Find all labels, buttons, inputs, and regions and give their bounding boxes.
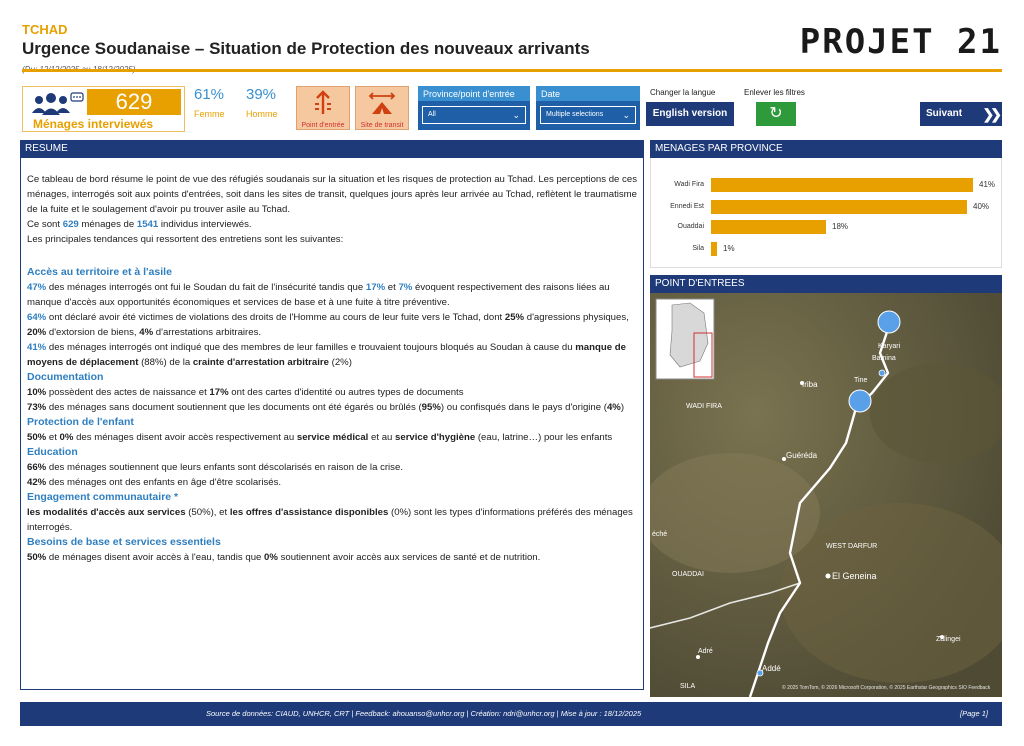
chevron-down-icon: ⌄ [622,110,630,120]
province-label: Sila [692,245,704,252]
footer [20,702,1002,726]
section-title-education: Education [27,446,78,458]
value: les modalités d'accès aux services [27,507,186,518]
chevron-down-icon: ⌄ [512,110,520,120]
town-marker [696,655,700,659]
map-label-iriba: Iriba [802,380,818,389]
province-row[interactable] [651,178,1003,192]
date-filter-label: Date [536,86,640,101]
map-label-tine: Tine [854,377,868,384]
entry-point-marker[interactable] [849,390,871,412]
province-label: Ennedi Est [670,203,704,210]
value: 17% [209,387,229,398]
value: service médical [296,432,369,443]
value: 95% [421,402,441,413]
text: (88%) de la [138,357,193,368]
households-card [22,86,185,132]
entry-point-label: Point d'entrée [301,122,345,129]
text: possèdent des actes de naissance et [46,387,210,398]
province-row[interactable] [651,200,1003,214]
brand-logo: PROJET 21 [799,22,1002,62]
households-count: 629 [87,89,181,115]
value: 50% [27,552,47,563]
value: 20% [27,327,47,338]
text: d'arrestations arbitraires. [153,327,262,338]
value: 4% [606,402,621,413]
value: 41% [27,342,47,353]
next-label: Suivant [926,108,963,119]
male-share [246,86,296,132]
value: service d'hygiène [395,432,476,443]
reset-caption: Enlever les filtres [744,88,805,97]
footer-credits: Source de données: CIAUD, UNHCR, CRT | Feedback: ahouanso@unhcr.org | Création: ndri@unhcr.org | Mise à jour : 18/12/2025 [206,709,642,718]
community-line-1 [27,505,637,535]
entry-point-button[interactable] [296,86,350,130]
map-label-adde: Addé [762,664,781,673]
value: 64% [27,312,47,323]
text: des ménages sans document soutiennent que les documents ont été égarés ou brûlés ( [46,402,422,413]
country-label: TCHAD [22,22,68,37]
access-line-2 [27,310,637,340]
border-crossing-icon [310,90,336,116]
text: des ménages interrogés ont fui le Soudan du fait de l'insécurité tandis que [46,282,366,293]
text: et au [368,432,396,443]
text: des ménages interrogés ont indiqué que des membres de leur familles e trouvaient toujours bloqués au Soudan à cause du [46,342,576,353]
double-chevron-right-icon: ❯❯ [982,106,998,122]
text: des ménages ont des enfants en âge d'être scolarisés. [46,477,282,488]
town-marker [826,574,831,579]
english-version-button[interactable]: English version [646,102,734,126]
individuals-value: 1541 [136,219,159,230]
province-bar[interactable] [711,242,717,256]
intro-text: ménages de [78,219,137,230]
province-bar-chart [650,158,1002,268]
documentation-line-1 [27,385,637,400]
basic-needs-line-1 [27,550,637,565]
summary-heading: RESUME [20,140,644,158]
header-divider [22,69,1002,72]
date-filter-box [536,101,640,130]
province-filter [418,86,530,130]
female-label: Femme [194,109,225,119]
female-pct: 61% [194,86,225,103]
entry-point-marker[interactable] [879,370,885,376]
province-value-label: 1% [723,244,735,253]
map-label-leche: éché [652,531,668,538]
map-label-karyari: Karyari [878,343,901,350]
report-header [22,22,1002,82]
page-number: [Page 1] [960,709,988,718]
value: 42% [27,477,47,488]
entry-point-marker[interactable] [878,311,900,333]
value: 50% [27,432,47,443]
section-title-access: Accès au territoire et à l'asile [27,266,172,278]
map-label-guereda: Guéréda [786,451,818,460]
male-pct: 39% [246,86,277,103]
value: 17% [365,282,386,293]
refresh-icon: ↻ [769,105,783,122]
transit-site-label: Site de transit [360,122,404,129]
text: ont déclaré avoir été victimes de violations des droits de l'Homme au cours de leur fuite vers le Tchad, dont [46,312,505,323]
map-label-zalingei: Zalingei [936,636,961,643]
map-label-bamina: Bamina [872,355,896,362]
value: 0% [264,552,278,563]
households-value: 629 [62,219,79,230]
documentation-line-2 [27,400,637,415]
reset-filters-button[interactable] [756,102,796,126]
map-label-ouaddai: OUADDAI [672,571,704,578]
page-title: Urgence Soudanaise – Situation de Protection des nouveaux arrivants [22,39,590,58]
text: des ménages disent avoir accès respectivement au [73,432,297,443]
intro-paragraph: Ce tableau de bord résume le point de vue des réfugiés soudanais sur la situation et les risques de protection au Tchad. Les perceptions de ces ménages, interrogés soit aux points d'entrées, soit dans les sites de transit, quelques jours après leur arrivée au Tchad, reflètent le traumatisme de la fuite et le soulagement d'avoir pu trouver asile au Tchad. [27,174,637,215]
text: et [46,432,60,443]
value: 66% [27,462,47,473]
map-label-el-geneina: El Geneina [832,571,877,581]
intro-trends: Les principales tendances qui ressortent des entretiens sont les suivantes: [27,234,344,245]
text: des ménages soutiennent que leurs enfants sont déscolarisés en raison de la crise. [46,462,403,473]
transit-site-button[interactable] [355,86,409,130]
child-line-1 [27,430,637,445]
map-attribution: © 2025 TomTom, © 2026 Microsoft Corporation, © 2025 Earthstar Geographics SIO Feedback [782,685,991,691]
province-label: Ouaddai [677,223,704,230]
text: d'extorsion de biens, [46,327,140,338]
value: 4% [139,327,154,338]
province-bar[interactable] [711,220,826,234]
date-filter [536,86,640,130]
text: (2%) [328,357,352,368]
map-label-wadi-fira: WADI FIRA [686,403,722,410]
province-row[interactable] [651,220,1003,234]
text: (eau, latrine…) pour les enfants [475,432,613,443]
province-value-label: 40% [973,202,990,211]
female-share [194,86,244,132]
education-line-1 [27,460,637,475]
province-value-label: 18% [832,222,849,231]
access-line-1 [27,280,637,310]
province-panel-heading: MENAGES PAR PROVINCE [650,140,1002,158]
value: 7% [398,282,413,293]
province-label: Wadi Fira [674,181,704,188]
map-label-sila: SILA [680,683,696,690]
province-bar[interactable] [711,200,967,214]
text: évoquent respectivement des raisons liées au manque d'accès aux opportunités économiques et services de base et à une fuite à titre préventive. [27,282,610,308]
province-row[interactable] [651,242,1003,256]
value: 25% [504,312,525,323]
language-caption: Changer la langue [650,88,716,97]
text: ) ou confisqués dans le pays d'origine ( [440,402,607,413]
access-line-3 [27,340,637,370]
intro-text: Ce sont [27,219,63,230]
text: soutiennent avoir accès aux services de santé et de nutrition. [277,552,541,563]
next-button[interactable] [920,102,1002,126]
people-icon [29,91,85,117]
map-label-west-darfur: WEST DARFUR [826,543,878,550]
value: les offres d'assistance disponibles [229,507,389,518]
intro-text: individus interviewés. [158,219,252,230]
value: 0% [59,432,74,443]
value: 10% [27,387,47,398]
male-label: Homme [246,109,278,119]
province-bar[interactable] [711,178,973,192]
province-value-label: 41% [979,180,996,189]
text: ont des cartes d'identité ou autres types de documents [228,387,464,398]
tent-icon [368,90,396,116]
date-select[interactable] [540,106,636,124]
section-title-community: Engagement communautaire * [27,491,179,503]
section-title-basic-needs: Besoins de base et services essentiels [27,536,221,548]
value: manque de moyens de déplacement [27,342,626,368]
text: et [385,282,399,293]
value: 47% [27,282,47,293]
text: d'agressions physiques, [524,312,629,323]
map-panel-heading: POINT D'ENTREES [650,275,1002,293]
households-label: Ménages interviewés [33,117,154,131]
text: (50%), et [185,507,230,518]
province-filter-label: Province/point d'entrée [418,86,530,101]
province-filter-box [418,101,530,130]
date-select-value: Multiple selections [546,111,604,118]
value: 73% [27,402,47,413]
entry-points-map[interactable] [650,293,1002,697]
summary-panel [20,158,644,690]
map-label-adre: Adré [698,648,713,655]
text: ) [620,402,625,413]
province-select-value: All [428,111,436,118]
section-title-child: Protection de l'enfant [27,416,134,428]
text: de ménages disent avoir accès à l'eau, tandis que [46,552,265,563]
satellite-map [650,293,1002,697]
text: (0%) sont les types d'informations préférés des ménages interrogés. [27,507,633,533]
province-select[interactable] [422,106,526,124]
kpi-bar [22,86,1002,134]
education-line-2 [27,475,637,490]
value: crainte d'arrestation arbitraire [192,357,329,368]
section-title-documentation: Documentation [27,371,104,383]
intro-counts [27,217,637,232]
